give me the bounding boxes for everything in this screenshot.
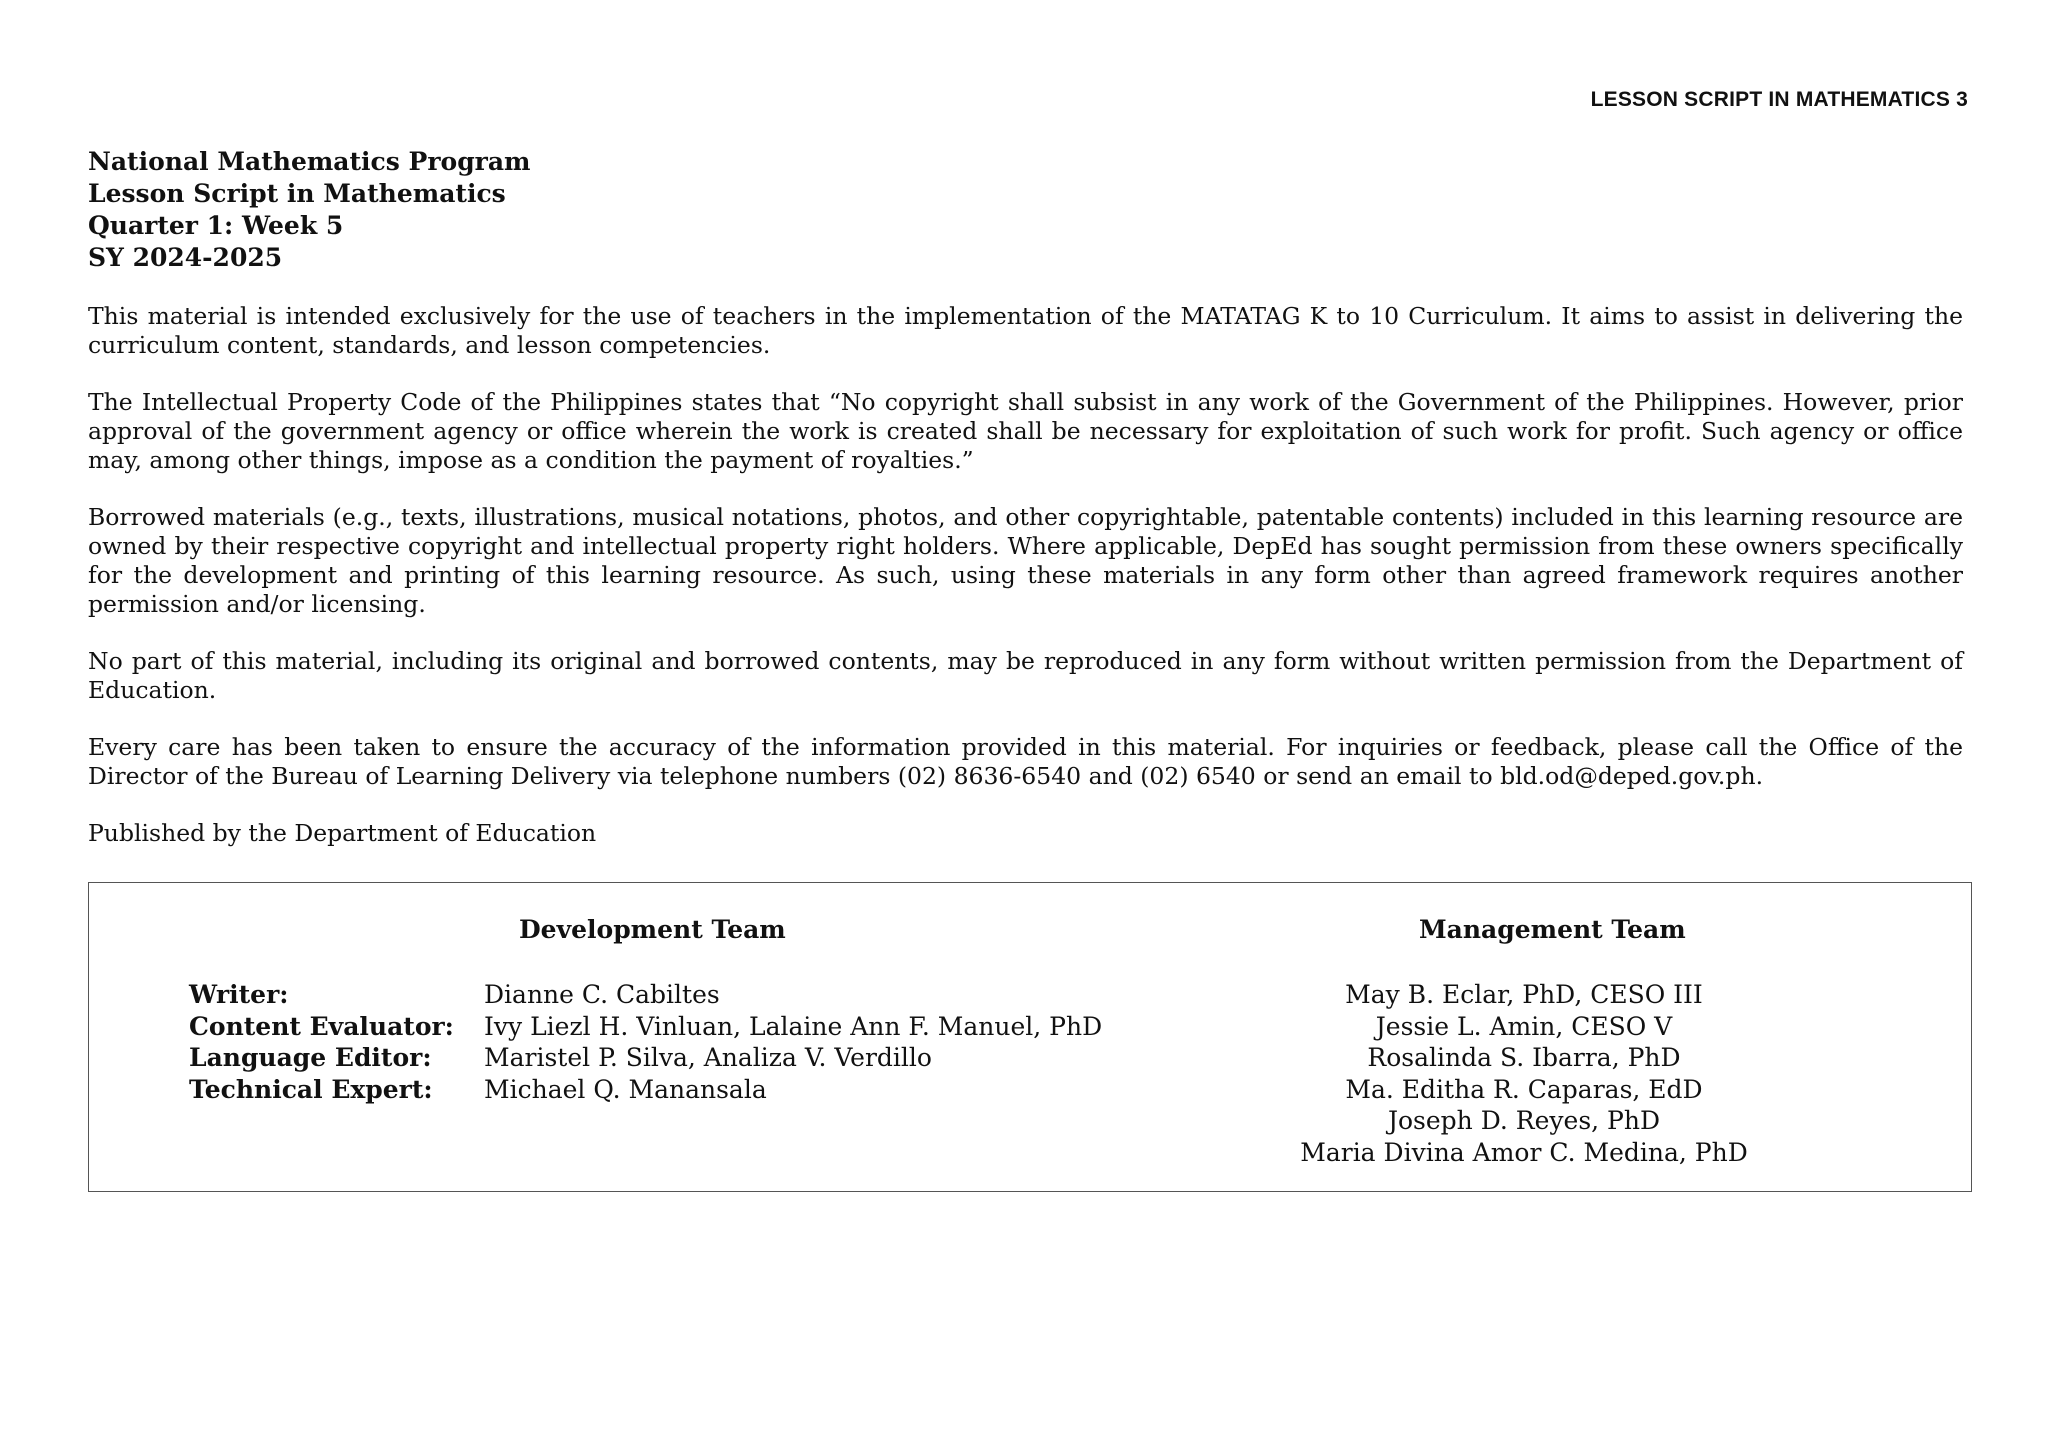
- language-editor-label: Language Editor:: [189, 1043, 432, 1072]
- content-evaluator-label: Content Evaluator:: [189, 1011, 454, 1041]
- paragraph-publisher: Published by the Department of Education: [88, 819, 597, 847]
- management-team-list: [1249, 979, 1799, 1168]
- development-team-heading: Development Team: [519, 915, 786, 944]
- document-header: LESSON SCRIPT IN MATHEMATICS 3: [1590, 88, 1968, 111]
- team-box: [88, 882, 1972, 1192]
- content-evaluator-value: Ivy Liezl H. Vinluan, Lalaine Ann F. Manuel, PhD: [484, 1011, 1103, 1041]
- writer-value: Dianne C. Cabiltes: [484, 980, 720, 1009]
- technical-expert-row: [189, 1074, 1102, 1106]
- writer-row: [189, 979, 1102, 1011]
- body-text: [88, 302, 1963, 876]
- quarter-week: Quarter 1: Week 5: [88, 211, 344, 240]
- management-member: Ma. Editha R. Caparas, EdD: [1345, 1074, 1703, 1104]
- paragraph-borrowed-materials: Borrowed materials (e.g., texts, illustrations, musical notations, photos, and other copyrightable, patentable contents) included in this learning resource are owned by their respective copyright and intellectual property right holders. Where applicable, DepEd has sought permission from these owners specifically for the development and printing of this learning resource. As such, using these materials in any form other than agreed framework requires another permission and/or licensing.: [88, 503, 1963, 618]
- language-editor-value: Maristel P. Silva, Analiza V. Verdillo: [484, 1043, 932, 1072]
- management-member: Maria Divina Amor C. Medina, PhD: [1300, 1137, 1748, 1167]
- paragraph-purpose: This material is intended exclusively for the use of teachers in the implementation of the MATATAG K to 10 Curriculum. It aims to assist in delivering the curriculum content, standards, and lesson competencies.: [88, 302, 1963, 359]
- content-evaluator-row: [189, 1011, 1102, 1043]
- management-member: May B. Eclar, PhD, CESO III: [1345, 980, 1703, 1009]
- technical-expert-label: Technical Expert:: [189, 1074, 433, 1104]
- management-member: Joseph D. Reyes, PhD: [1387, 1106, 1661, 1135]
- title-block: [88, 146, 531, 274]
- program-title: National Mathematics Program: [88, 147, 531, 176]
- paragraph-inquiries: Every care has been taken to ensure the accuracy of the information provided in this material. For inquiries or feedback, please call the Office of the Director of the Bureau of Learning Delivery via telephone numbers (02) 8636-6540 and (02) 6540 or send an email to bld.od@deped.gov.ph.: [88, 733, 1963, 790]
- language-editor-row: [189, 1042, 1102, 1074]
- writer-label: Writer:: [189, 980, 289, 1009]
- paragraph-ip-code: The Intellectual Property Code of the Philippines states that “No copyright shall subsist in any work of the Government of the Philippines. However, prior approval of the government agency or office wherein the work is created shall be necessary for exploitation of such work for profit. Such agency or office may, among other things, impose as a condition the payment of royalties.”: [88, 388, 1963, 474]
- paragraph-reproduction: No part of this material, including its original and borrowed contents, may be reproduced in any form without written permission from the Department of Education.: [88, 647, 1963, 704]
- management-member: Rosalinda S. Ibarra, PhD: [1367, 1043, 1681, 1072]
- school-year: SY 2024-2025: [88, 243, 283, 272]
- lesson-title: Lesson Script in Mathematics: [88, 179, 506, 208]
- technical-expert-value: Michael Q. Manansala: [484, 1074, 767, 1104]
- management-team-heading: Management Team: [1419, 915, 1686, 944]
- management-member: Jessie L. Amin, CESO V: [1375, 1011, 1673, 1041]
- development-team-list: [189, 979, 1102, 1105]
